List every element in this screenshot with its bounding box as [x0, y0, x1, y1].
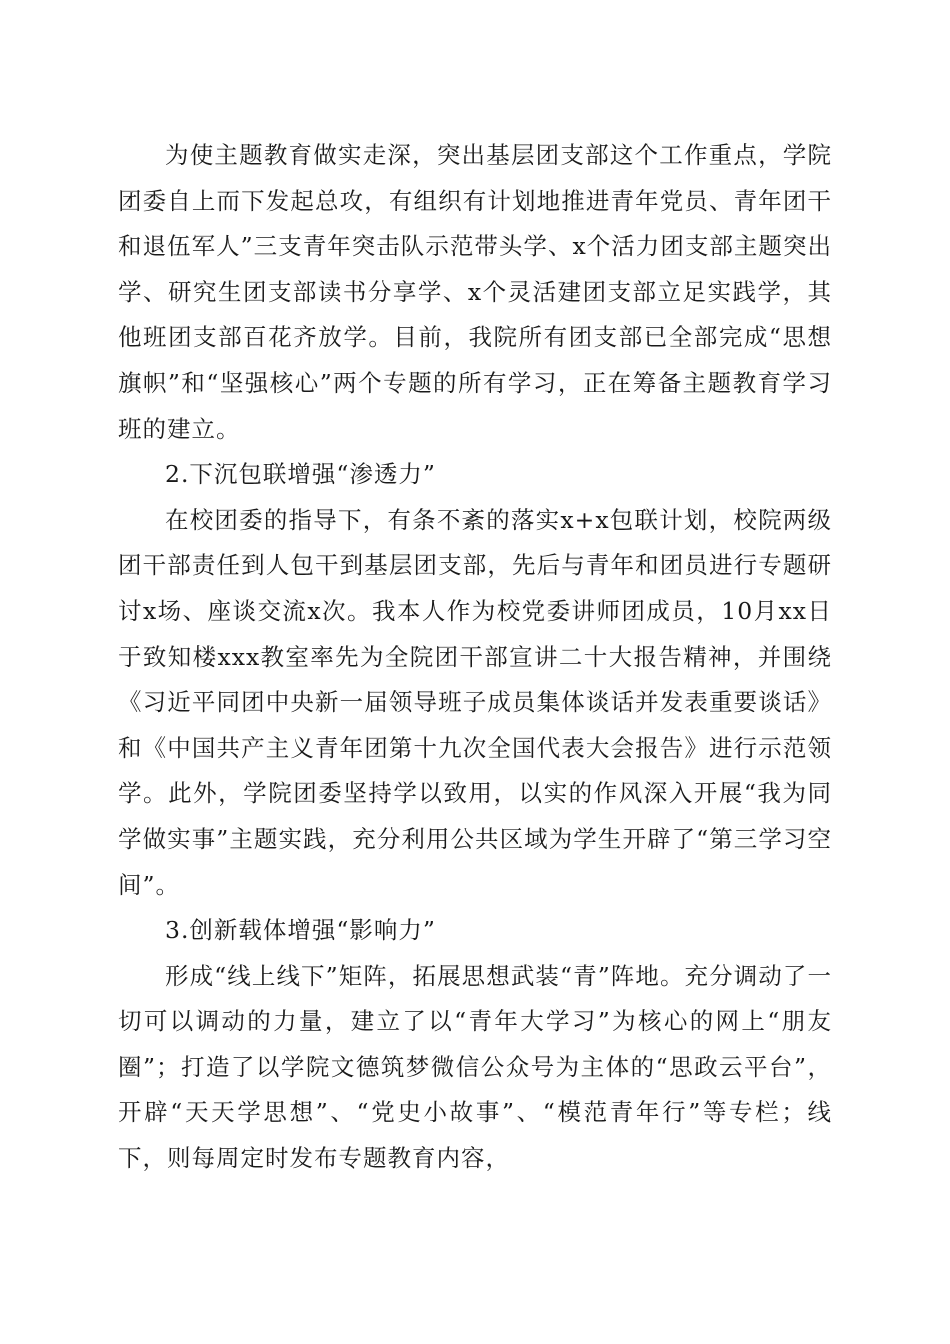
paragraph-liaison: 在校团委的指导下，有条不紊的落实x+x包联计划，校院两级团干部责任到人包干到基层团支部，先后与青年和团员进行专题研讨x场、座谈交流x次。我本人作为校党委讲师团成员，10月xx日于致知楼xxx教室率先为全院团干部宣讲二十大报告精神，并围绕《习近平同团中央新一届领导班子成员集体谈话并发表重要谈话》和《中国共产主义青年团第十九次全国代表大会报告》进行示范领学。此外，学院团委坚持学以致用，以实的作风深入开展“我为同学做实事”主题实践，充分利用公共区域为学生开辟了“第三学习空间”。 [118, 505, 832, 899]
paragraph-innovation: 形成“线上线下”矩阵，拓展思想武装“青”阵地。充分调动了一切可以调动的力量，建立了以“青年大学习”为核心的网上“朋友圈”；打造了以学院文德筑梦微信公众号为主体的“思政云平台”，开辟“天天学思想”、“党史小故事”、“模范青年行”等专栏；线下，则每周定时发布专题教育内容， [118, 961, 832, 1173]
paragraph-theme-education: 为使主题教育做实走深，突出基层团支部这个工作重点，学院团委自上而下发起总攻，有组织有计划地推进青年党员、青年团干和退伍军人”三支青年突击队示范带头学、x个活力团支部主题突出学、研究生团支部读书分享学、x个灵活建团支部立足实践学，其他班团支部百花齐放学。目前，我院所有团支部已全部完成“思想旗帜”和“坚强核心”两个专题的所有学习，正在筹备主题教育学习班的建立。 [118, 141, 832, 443]
section-heading-penetration: 2.下沉包联增强“渗透力” [165, 460, 436, 489]
document-body [118, 133, 832, 1182]
section-heading-influence: 3.创新载体增强“影响力” [165, 916, 436, 945]
